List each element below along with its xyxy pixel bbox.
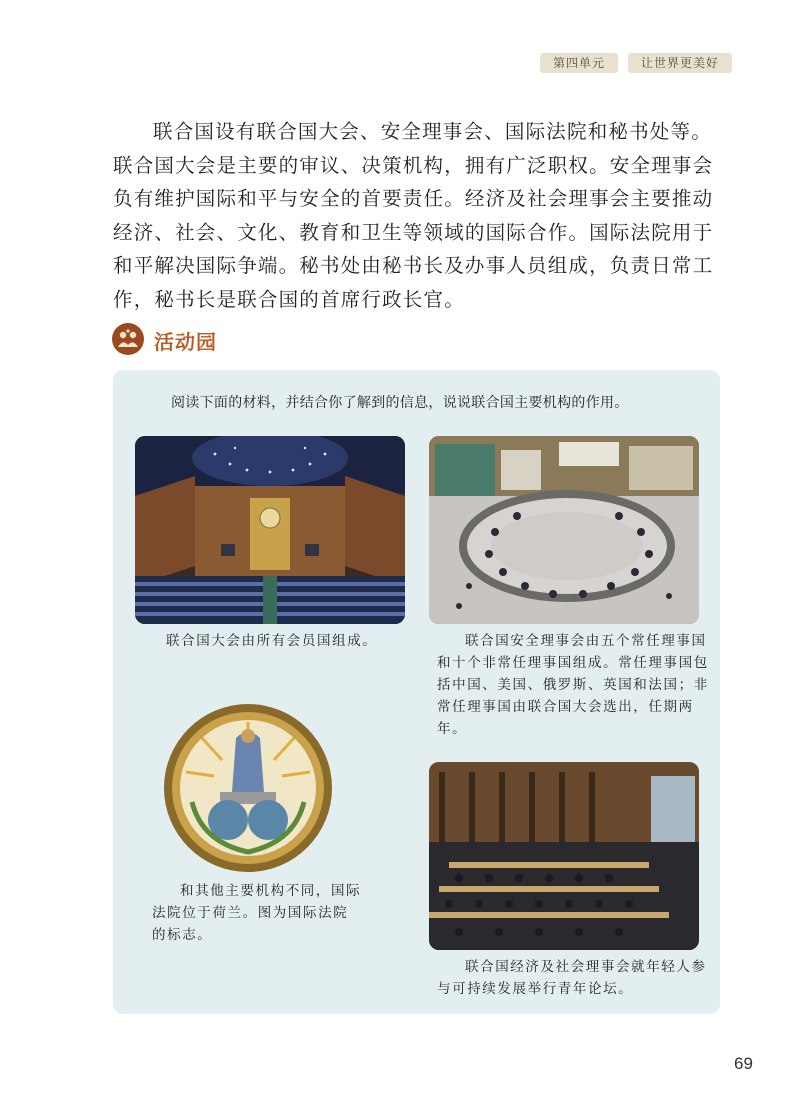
- general-assembly-photo: [135, 436, 405, 624]
- unit-title-tag: 让世界更美好: [628, 53, 732, 73]
- activity-intro: 阅读下面的材料，并结合你了解到的信息，说说联合国主要机构的作用。: [171, 395, 629, 411]
- icj-caption: 和其他主要机构不同，国际法院位于荷兰。图为国际法院的标志。: [152, 883, 362, 943]
- ecosoc-caption: 联合国经济及社会理事会就年轻人参与可持续发展举行青年论坛。: [437, 959, 707, 997]
- activity-box: [113, 370, 720, 1014]
- icj-emblem-image: [162, 702, 334, 874]
- ecosoc-photo: [429, 762, 699, 950]
- general-assembly-caption: 联合国大会由所有会员国组成。: [166, 633, 378, 649]
- page-number: 69: [734, 1054, 753, 1073]
- body-paragraph: 联合国设有联合国大会、安全理事会、国际法院和秘书处等。联合国大会是主要的审议、决策机构，拥有广泛职权。安全理事会负有维护国际和平与安全的首要责任。经济及社会理事会主要推动经济、社会、文化、教育和卫生等领域的国际合作。国际法院用于和平解决国际争端。秘书处由秘书长及办事人员组成，负责日常工作，秘书长是联合国的首席行政长官。: [113, 120, 714, 311]
- unit-tag: 第四单元: [540, 53, 618, 73]
- activity-garden-icon: [112, 323, 144, 355]
- activity-heading-label: 活动园: [154, 330, 217, 354]
- security-council-caption: 联合国安全理事会由五个常任理事国和十个非常任理事国组成。常任理事国包括中国、美国、俄罗斯、英国和法国；非常任理事国由联合国大会选出，任期两年。: [437, 633, 709, 737]
- security-council-photo: [429, 436, 699, 624]
